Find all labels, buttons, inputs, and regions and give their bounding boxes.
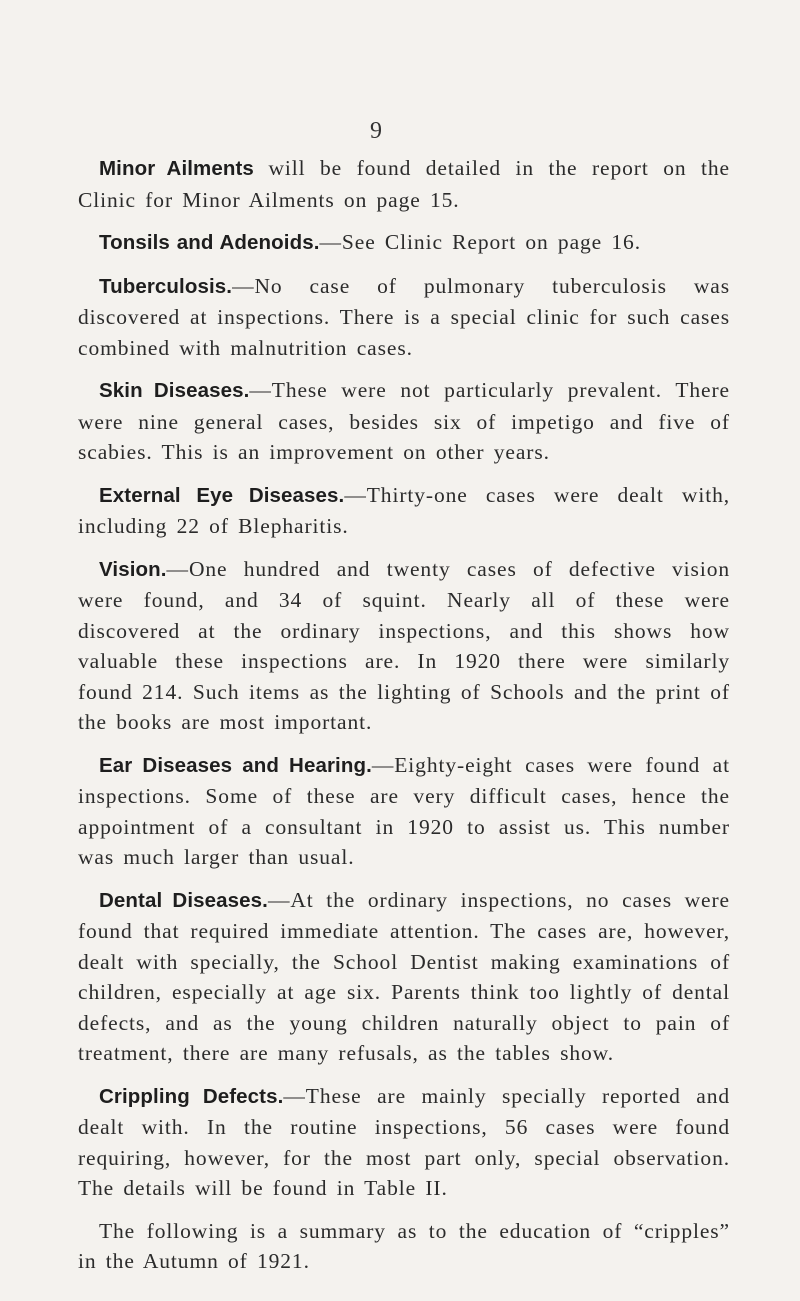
paragraph-tuberculosis [78, 271, 730, 364]
paragraph-ear-diseases [78, 750, 730, 873]
paragraph-minor-ailments [78, 153, 730, 215]
paragraph-external-eye-diseases [78, 480, 730, 542]
heading-tonsils-adenoids: Tonsils and Adenoids. [99, 231, 320, 254]
heading-external-eye-diseases: External Eye Diseases. [99, 483, 345, 507]
heading-tuberculosis: Tuberculosis. [99, 274, 233, 298]
paragraph-tonsils-adenoids [78, 227, 730, 259]
heading-ear-diseases: Ear Diseases and Hearing. [99, 753, 372, 777]
text-dental-diseases: —At the ordinary inspections, no cases were found that required immediate attention. The cases are, however, dealt with specially, the School Dentist making examinations of children, especially at age six. Parents think too lightly of dental defects, and as the young children naturally object to pain of treatment, there are many refusals, as the tables show. [78, 887, 730, 1065]
text-tuberculosis: —No case of pulmonary tuberculosis was discovered at inspections. There is a special clinic for such cases combined with malnutrition cases. [78, 273, 730, 360]
heading-crippling-defects: Crippling Defects. [99, 1084, 284, 1108]
page-number: 9 [370, 118, 382, 144]
paragraph-skin-diseases [78, 375, 730, 468]
text-skin-diseases: —These were not particularly prevalent. There were nine general cases, besides six of impetigo and five of scabies. This is an improvement on other years. [78, 378, 730, 464]
text-minor-ailments: will be found detailed in the report on the Clinic for Minor Ailments on page 15. [78, 156, 730, 212]
paragraph-vision [78, 554, 730, 738]
text-crippling-defects: —These are mainly specially reported and dealt with. In the routine inspections, 56 cases were found requiring, however, for the most part only, special observation. The details will be found in Table II. [78, 1083, 730, 1200]
heading-vision: Vision. [99, 557, 167, 581]
text-vision: —One hundred and twenty cases of defective vision were found, and 34 of squint. Nearly all of these were discovered at the ordinary inspections, and this shows how valuable these inspections are. In 1920 there were similarly found 214. Such items as the lighting of Schools and the print of the books are most important. [78, 556, 730, 734]
text-external-eye-diseases: —Thirty-one cases were dealt with, including 22 of Blepharitis. [78, 482, 730, 538]
paragraph-crippling-defects [78, 1081, 730, 1204]
paragraph-dental-diseases [78, 885, 730, 1069]
heading-skin-diseases: Skin Diseases. [99, 379, 250, 402]
paragraph-closing-summary: The following is a summary as to the education of “cripples” in the Autumn of 1921. [78, 1218, 730, 1273]
text-tonsils-adenoids: —See Clinic Report on page 16. [319, 230, 641, 254]
heading-dental-diseases: Dental Diseases. [99, 888, 268, 912]
text-ear-diseases: —Eighty-eight cases were found at inspections. Some of these are very difficult cases, hence the appointment of a consultant in 1920 to assist us. This number was much larger than usual. [78, 752, 730, 869]
heading-minor-ailments: Minor Ailments [99, 157, 254, 180]
body-text [78, 153, 730, 1289]
